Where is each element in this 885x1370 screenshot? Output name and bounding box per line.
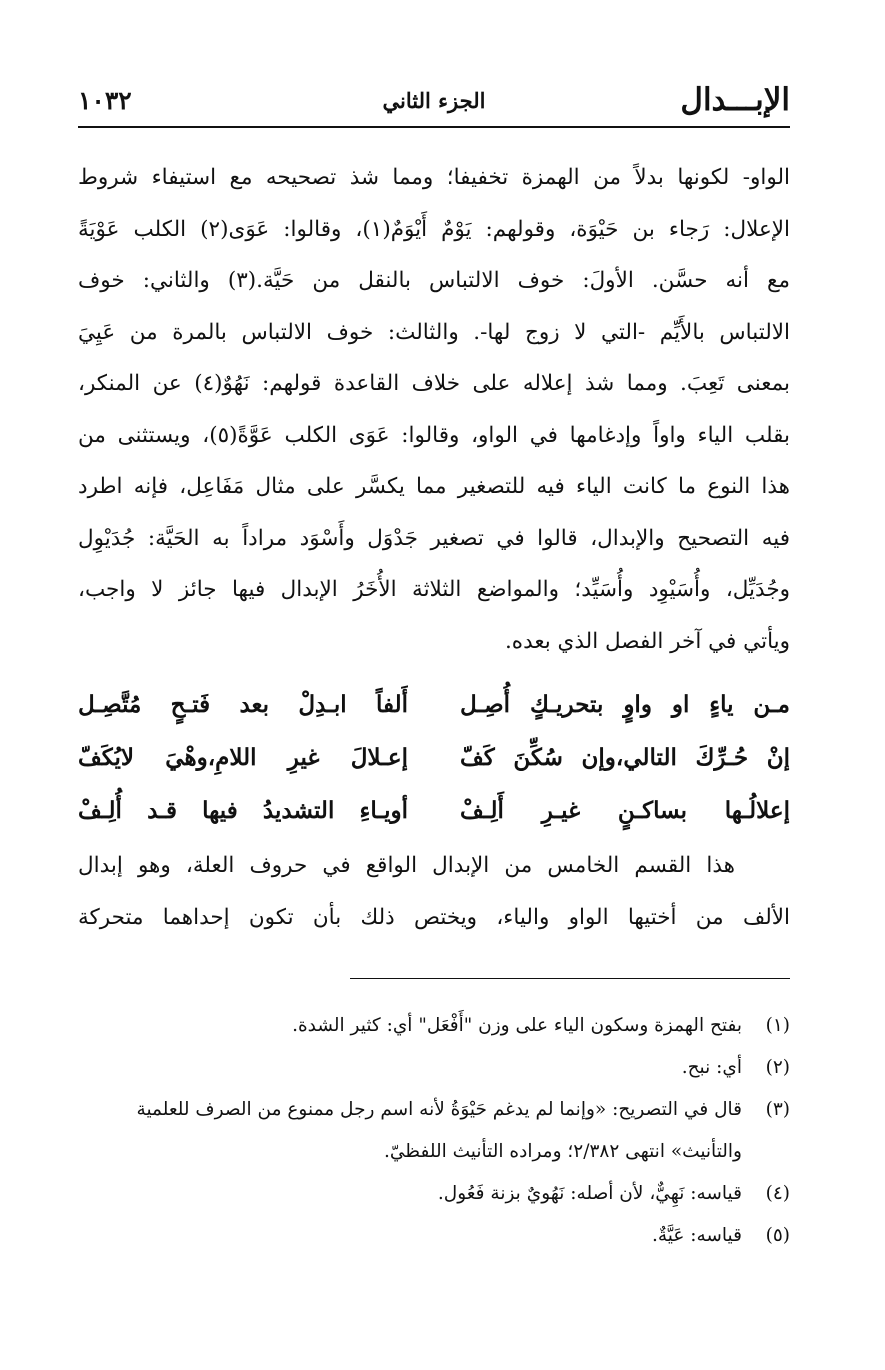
text-line: بقلب الياء واواً وإدغامها في الواو، وقالوا: عَوَى الكلب عَوَّةً(٥)، ويستثنى من <box>78 422 790 448</box>
page-number: ١٠٣٢ <box>78 86 132 115</box>
text-line: الالتباس بالأَيِّم -التي لا زوج لها-. والثالث: خوف الالتباس بالمرة من عَيِيَ <box>78 319 790 345</box>
footnote-text: بفتح الهمزة وسكون الياء على وزن "أَفْعَل" أي: كثير الشدة. <box>292 1015 742 1036</box>
verse-first-hemistich: مـن ياءٍ او واوٍ بتحريـكٍ أُصِـل <box>460 691 790 718</box>
footnote-number: (٣) <box>765 1099 790 1120</box>
footnote-number: (٢) <box>765 1057 790 1078</box>
verse-second-hemistich: أويـاءِ التشديدُ فيها قـد أُلِـفْ <box>78 797 408 824</box>
verse-row <box>78 678 790 731</box>
footnote <box>78 1005 790 1047</box>
poem-verses <box>78 678 790 837</box>
text-line: الواو- لكونها بدلاً من الهمزة تخفيفا؛ ومما شذ تصحيحه مع استيفاء شروط <box>78 165 790 190</box>
verse-second-hemistich: أَلفاً ابـدِلْ بعد فَتـحٍ مُتَّصِـل <box>78 691 408 718</box>
footnote <box>78 1089 790 1173</box>
footnote <box>78 1173 790 1215</box>
footnote <box>78 1215 790 1257</box>
verse-second-hemistich: إعـلالَ غيرِ اللامِ،وهْيَ لايُكَفّ <box>78 744 408 771</box>
footnote-number: (٥) <box>765 1225 790 1246</box>
text-line: هذا النوع ما كانت الياء فيه للتصغير مما يكسَّر على مثال مَفَاعِل، فإنه اطرد <box>78 474 790 499</box>
footnote-text: والتأنيث» انتهى ٢/٣٨٢؛ ومراده التأنيث اللفظيّ. <box>384 1141 742 1162</box>
footnote-text: قال في التصريح: «وإنما لم يدغم حَيْوَةُ لأنه اسم رجل ممنوع من الصرف للعلمية <box>136 1099 742 1120</box>
footnote-text: أي: نبح. <box>681 1057 742 1078</box>
text-line: فيه التصحيح والإبدال، قالوا في تصغير جَدْوَل وأَسْوَد مراداً به الحَيَّة: جُدَيْوِل <box>78 525 790 551</box>
text-line: مع أنه حسَّن. الأولَ: خوف الالتباس بالنقل من حَيَّة.(٣) والثاني: خوف <box>78 268 790 293</box>
verse-first-hemistich: إنْ حُـرِّكَ التالي،وإن سُكِّنَ كَفّ <box>460 744 790 771</box>
chapter-title: الإبـــدال <box>680 82 790 118</box>
verse-row <box>78 731 790 784</box>
text-line: ويأتي في آخر الفصل الذي بعده. <box>504 628 790 654</box>
verse-first-hemistich: إعلالُـها بساكـنٍ غيـرِ أَلِـفْ <box>460 797 790 824</box>
header-divider <box>78 126 790 128</box>
footnote-divider <box>350 978 790 979</box>
footnote <box>78 1047 790 1089</box>
text-line: الألف من أختيها الواو والياء، ويختص ذلك بأن تكون إحداهما متحركة <box>78 904 790 930</box>
footnote-text: قياسه: عَيَّةٌ. <box>651 1225 742 1246</box>
main-text <box>78 152 790 667</box>
footnotes <box>78 1005 790 1257</box>
text-line: هذا القسم الخامس من الإبدال الواقع في حروف العلة، وهو إبدال <box>78 853 735 878</box>
footnote-number: (٤) <box>765 1183 790 1204</box>
page-header <box>78 82 790 122</box>
footnote-number: (١) <box>765 1015 790 1036</box>
footnote-text: قياسه: نَهِيٌّ، لأن أصله: نَهُويٌ بزنة فَعُول. <box>437 1183 742 1204</box>
part-label: الجزء الثاني <box>382 88 486 113</box>
section-text <box>78 840 790 943</box>
text-line: وجُدَيِّل، وأُسَيْوِد وأُسَيِّد؛ والمواضع الثلاثة الأُخَرُ الإبدال فيها جائز لا واجب، <box>78 577 790 602</box>
text-line: بمعنى تَعِبَ. ومما شذ إعلاله على خلاف القاعدة قولهم: نَهُوٌ(٤) عن المنكر، <box>78 371 790 396</box>
verse-row <box>78 784 790 837</box>
text-line: الإعلال: رَجاء بن حَيْوَة، وقولهم: يَوْمٌ أَيْوَمٌ(١)، وقالوا: عَوَى(٢) الكلب عَوْيَةً <box>78 216 790 242</box>
